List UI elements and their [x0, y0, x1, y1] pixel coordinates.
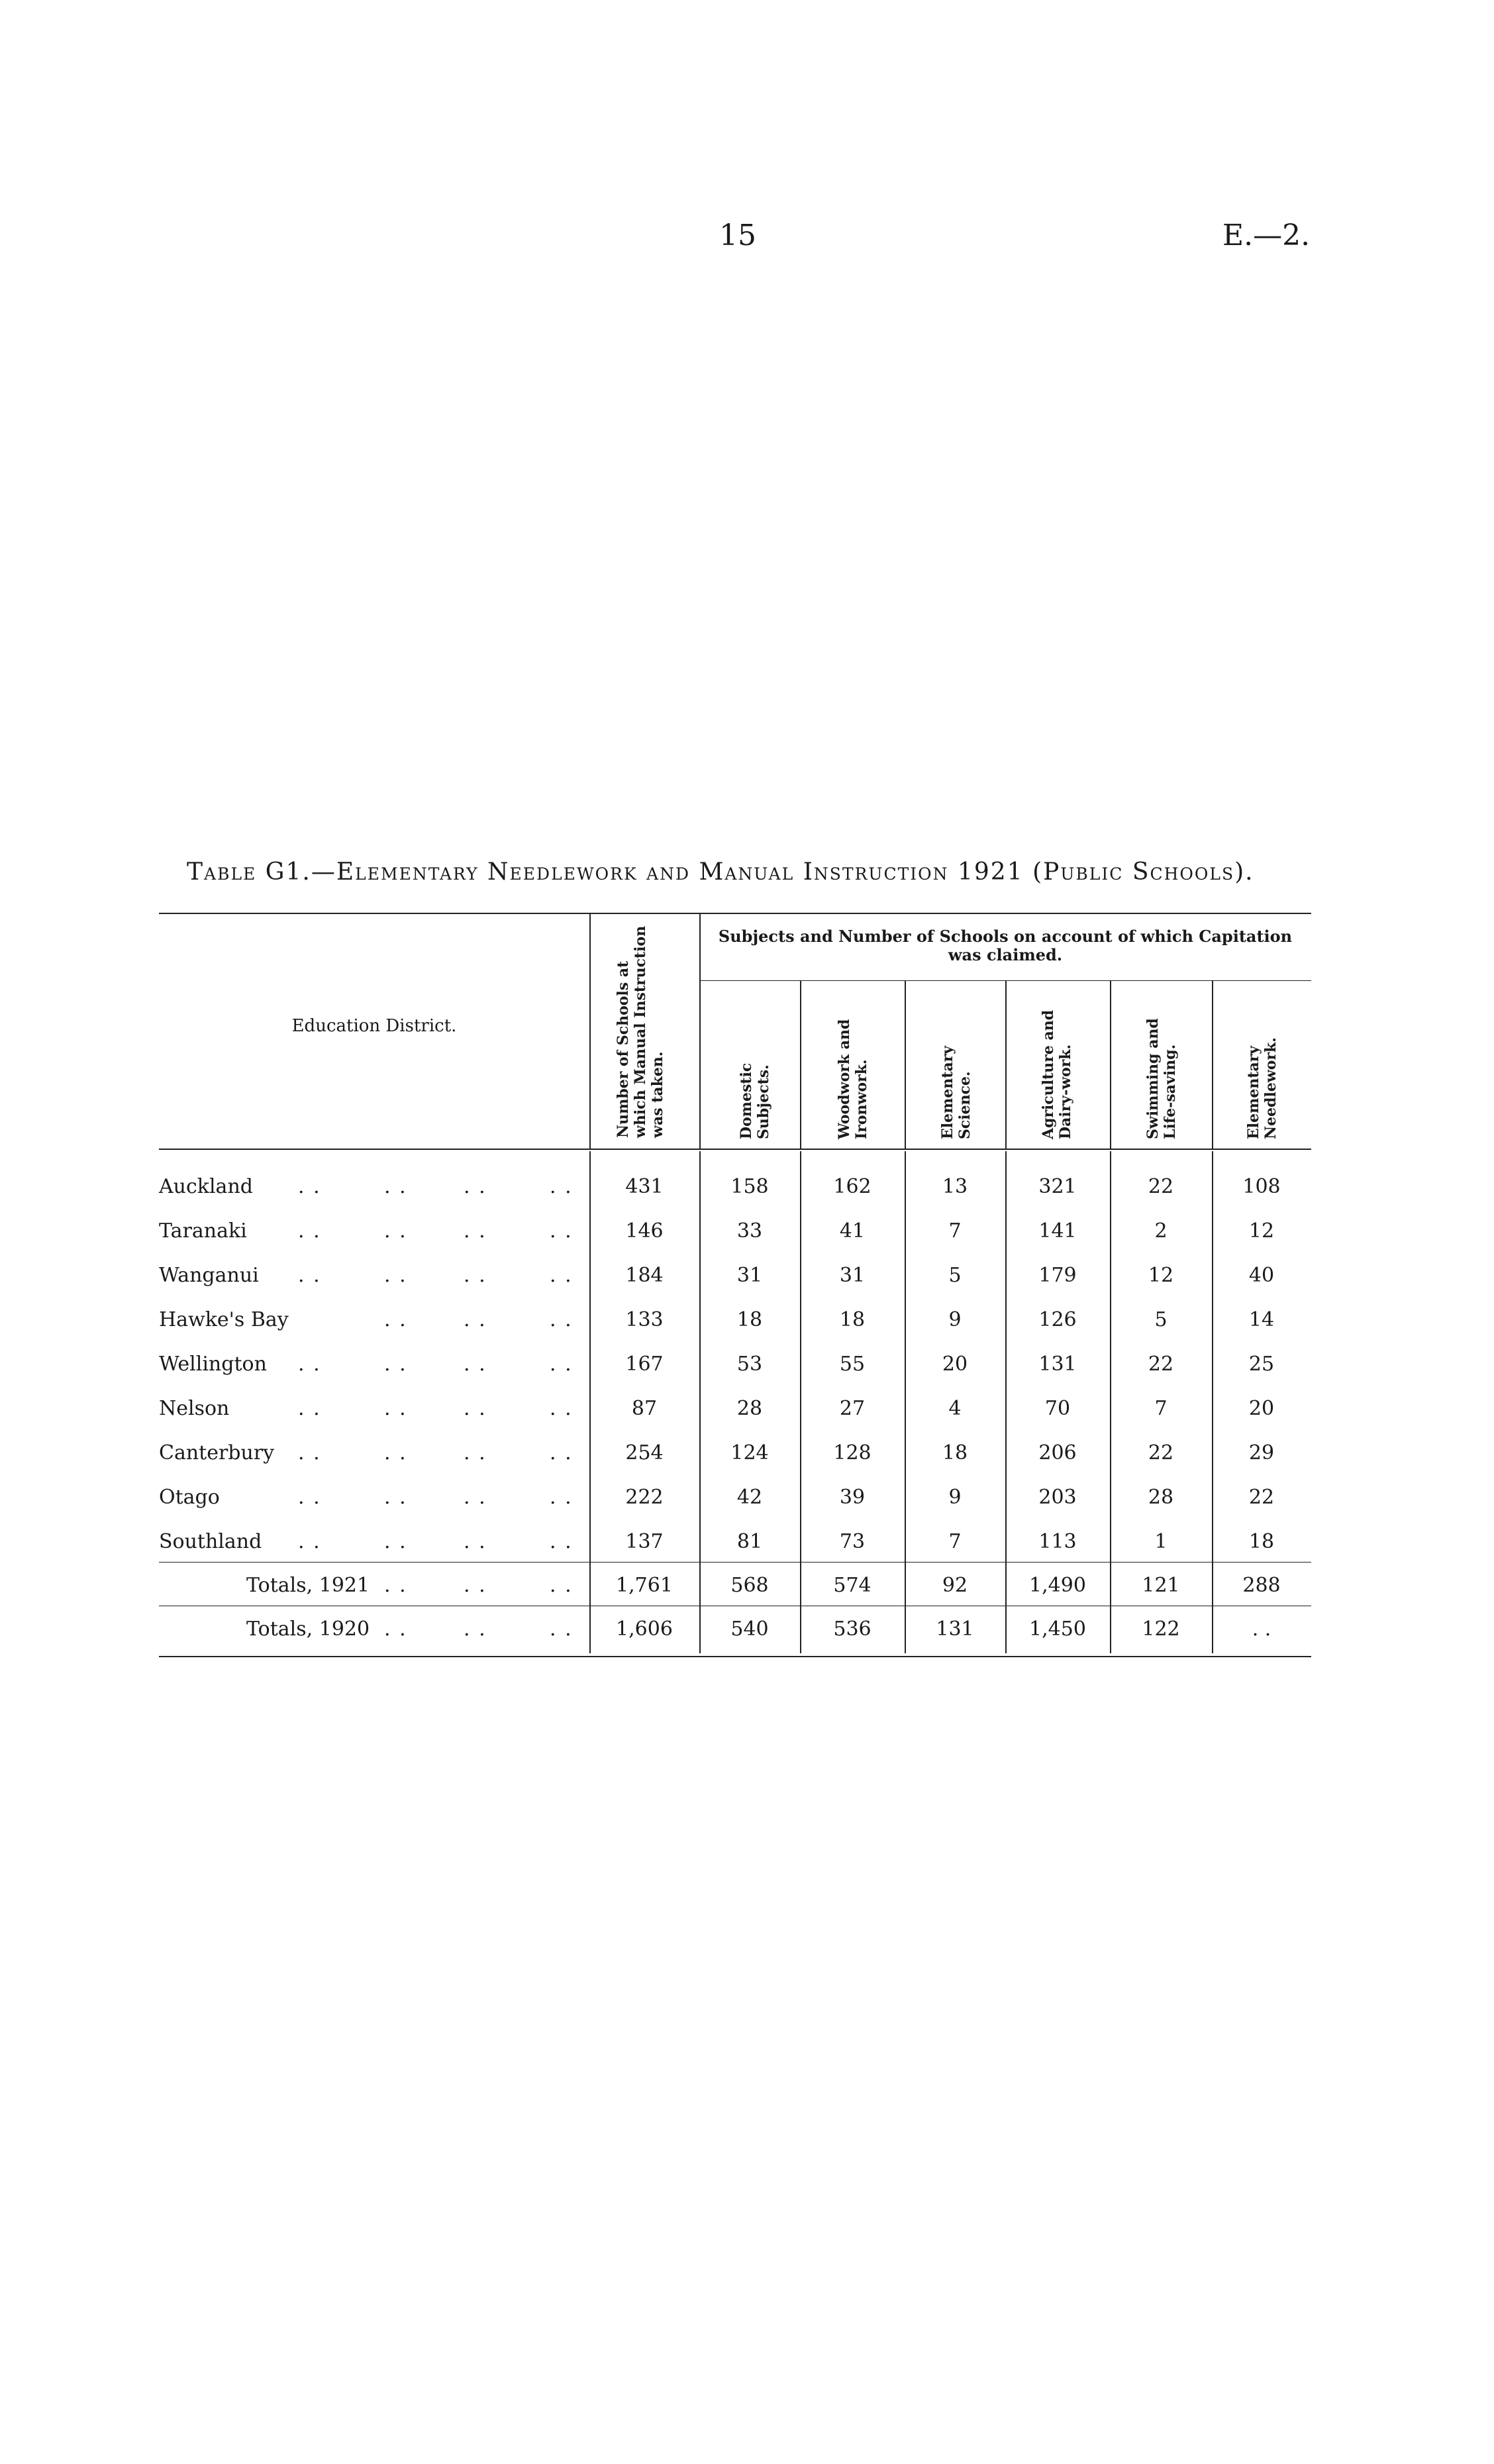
- cell-schools: 87: [631, 1397, 658, 1420]
- leader-dots: . .: [298, 1397, 321, 1420]
- totals-top-rule: [159, 1562, 1311, 1563]
- leader-dots: . .: [464, 1441, 487, 1464]
- cell-science: 9: [948, 1308, 962, 1331]
- column-header-science: Elementary Science.: [939, 1045, 973, 1139]
- cell-schools: 1,606: [616, 1617, 673, 1641]
- district-name: Taranaki: [159, 1219, 247, 1243]
- table-title-prefix: Table G1.—: [187, 858, 336, 886]
- cell-needlework: 29: [1248, 1441, 1275, 1464]
- cell-schools: 133: [625, 1308, 664, 1331]
- leader-dots: . .: [384, 1175, 407, 1198]
- leader-dots: . .: [384, 1486, 407, 1509]
- district-name: Otago: [159, 1486, 220, 1509]
- cell-woodwork: 128: [833, 1441, 872, 1464]
- cell-swimming: 28: [1148, 1486, 1174, 1509]
- leader-dots: . .: [464, 1264, 487, 1287]
- leader-dots: . .: [550, 1175, 573, 1198]
- leader-dots: . .: [384, 1574, 407, 1597]
- cell-swimming: 2: [1154, 1219, 1168, 1243]
- cell-schools: 184: [625, 1264, 664, 1287]
- cell-agriculture: 141: [1038, 1219, 1077, 1243]
- cell-agriculture: 1,450: [1029, 1617, 1086, 1641]
- cell-schools: 167: [625, 1353, 664, 1376]
- table-row: [159, 1521, 1311, 1565]
- cell-domestic: 540: [730, 1617, 769, 1641]
- cell-needlework: . .: [1252, 1617, 1271, 1641]
- cell-agriculture: 203: [1038, 1486, 1077, 1509]
- cell-woodwork: 574: [833, 1574, 872, 1597]
- leader-dots: . .: [384, 1617, 407, 1641]
- cell-schools: 431: [625, 1175, 664, 1198]
- table-row: [159, 1255, 1311, 1298]
- leader-dots: . .: [298, 1353, 321, 1376]
- cell-science: 131: [936, 1617, 974, 1641]
- cell-swimming: 122: [1142, 1617, 1180, 1641]
- district-name: Nelson: [159, 1397, 230, 1420]
- column-header-schools-taken: Number of Schools at which Manual Instruction was taken.: [615, 925, 666, 1138]
- leader-dots: . .: [550, 1219, 573, 1243]
- table-top-rule: [159, 913, 1311, 914]
- cell-schools: 222: [625, 1486, 664, 1509]
- page-reference: E.—2.: [1222, 219, 1311, 252]
- cell-science: 9: [948, 1486, 962, 1509]
- leader-dots: . .: [384, 1219, 407, 1243]
- totals-label: Totals, 1921: [246, 1574, 370, 1597]
- leader-dots: . .: [298, 1530, 321, 1553]
- leader-dots: . .: [384, 1397, 407, 1420]
- table-title: [187, 858, 1313, 886]
- cell-agriculture: 113: [1038, 1530, 1077, 1553]
- column-header-woodwork: Woodwork and Ironwork.: [836, 1019, 870, 1139]
- leader-dots: . .: [550, 1617, 573, 1641]
- cell-agriculture: 206: [1038, 1441, 1077, 1464]
- cell-needlework: 14: [1248, 1308, 1275, 1331]
- column-header-needlework: Elementary Needlework.: [1245, 1037, 1279, 1139]
- cell-woodwork: 41: [839, 1219, 866, 1243]
- cell-needlework: 20: [1248, 1397, 1275, 1420]
- header-divider: [800, 980, 801, 1149]
- header-divider: [1110, 980, 1111, 1149]
- header-divider: [905, 980, 906, 1149]
- cell-agriculture: 321: [1038, 1175, 1077, 1198]
- column-header-district: Education District.: [291, 1016, 457, 1036]
- table-row: [159, 1432, 1311, 1476]
- leader-dots: . .: [464, 1617, 487, 1641]
- leader-dots: . .: [464, 1175, 487, 1198]
- cell-domestic: 568: [730, 1574, 769, 1597]
- district-name: Canterbury: [159, 1441, 275, 1464]
- table-row: [159, 1388, 1311, 1431]
- cell-woodwork: 27: [839, 1397, 866, 1420]
- cell-domestic: 28: [736, 1397, 763, 1420]
- cell-domestic: 158: [730, 1175, 769, 1198]
- cell-schools: 1,761: [616, 1574, 673, 1597]
- cell-swimming: 22: [1148, 1175, 1174, 1198]
- leader-dots: . .: [384, 1264, 407, 1287]
- totals-row: [159, 1565, 1311, 1608]
- leader-dots: . .: [384, 1308, 407, 1331]
- cell-needlework: 18: [1248, 1530, 1275, 1553]
- table-row: [159, 1343, 1311, 1387]
- cell-domestic: 18: [736, 1308, 763, 1331]
- leader-dots: . .: [550, 1441, 573, 1464]
- table-row: [159, 1299, 1311, 1343]
- cell-schools: 137: [625, 1530, 664, 1553]
- cell-woodwork: 73: [839, 1530, 866, 1553]
- cell-needlework: 12: [1248, 1219, 1275, 1243]
- cell-schools: 254: [625, 1441, 664, 1464]
- cell-woodwork: 536: [833, 1617, 872, 1641]
- cell-swimming: 22: [1148, 1441, 1174, 1464]
- cell-woodwork: 55: [839, 1353, 866, 1376]
- leader-dots: . .: [298, 1219, 321, 1243]
- column-header-domestic: Domestic Subjects.: [738, 1062, 772, 1139]
- cell-science: 4: [948, 1397, 962, 1420]
- leader-dots: . .: [384, 1353, 407, 1376]
- district-name: Hawke's Bay: [159, 1308, 289, 1331]
- leader-dots: . .: [550, 1397, 573, 1420]
- totals-row: [159, 1608, 1311, 1652]
- district-name: Wanganui: [159, 1264, 259, 1287]
- leader-dots: . .: [550, 1574, 573, 1597]
- leader-dots: . .: [550, 1264, 573, 1287]
- cell-science: 20: [942, 1353, 968, 1376]
- table-row: [159, 1210, 1311, 1254]
- header-bottom-rule: [159, 1149, 1311, 1150]
- cell-science: 5: [948, 1264, 962, 1287]
- table-title-suffix: (Public Schools).: [1032, 858, 1254, 886]
- cell-woodwork: 39: [839, 1486, 866, 1509]
- cell-agriculture: 70: [1044, 1397, 1071, 1420]
- cell-science: 7: [948, 1219, 962, 1243]
- leader-dots: . .: [298, 1264, 321, 1287]
- leader-dots: . .: [464, 1308, 487, 1331]
- cell-agriculture: 126: [1038, 1308, 1077, 1331]
- header-divider: [1005, 980, 1007, 1149]
- district-name: Southland: [159, 1530, 262, 1553]
- leader-dots: . .: [298, 1486, 321, 1509]
- cell-science: 7: [948, 1530, 962, 1553]
- header-divider: [1212, 980, 1213, 1149]
- cell-needlework: 22: [1248, 1486, 1275, 1509]
- cell-swimming: 1: [1154, 1530, 1168, 1553]
- column-header-group: Subjects and Number of Schools on account of which Capitation was claimed.: [718, 927, 1293, 964]
- leader-dots: . .: [550, 1486, 573, 1509]
- cell-agriculture: 131: [1038, 1353, 1077, 1376]
- cell-woodwork: 18: [839, 1308, 866, 1331]
- cell-swimming: 12: [1148, 1264, 1174, 1287]
- cell-science: 13: [942, 1175, 968, 1198]
- cell-domestic: 124: [730, 1441, 769, 1464]
- table-bottom-rule: [159, 1656, 1311, 1657]
- leader-dots: . .: [550, 1530, 573, 1553]
- cell-agriculture: 1,490: [1029, 1574, 1086, 1597]
- leader-dots: . .: [384, 1530, 407, 1553]
- leader-dots: . .: [298, 1441, 321, 1464]
- leader-dots: . .: [464, 1397, 487, 1420]
- totals-label: Totals, 1920: [246, 1617, 370, 1641]
- cell-domestic: 81: [736, 1530, 763, 1553]
- cell-needlework: 288: [1242, 1574, 1281, 1597]
- table-row: [159, 1166, 1311, 1209]
- cell-agriculture: 179: [1038, 1264, 1077, 1287]
- cell-woodwork: 162: [833, 1175, 872, 1198]
- table-title-main: Elementary Needlework and Manual Instruction 1921: [336, 858, 1024, 886]
- cell-needlework: 108: [1242, 1175, 1281, 1198]
- header-divider: [589, 913, 591, 1149]
- column-header-agriculture: Agriculture and Dairy-work.: [1040, 1009, 1074, 1139]
- district-name: Wellington: [159, 1353, 267, 1376]
- cell-swimming: 121: [1142, 1574, 1180, 1597]
- leader-dots: . .: [384, 1441, 407, 1464]
- cell-woodwork: 31: [839, 1264, 866, 1287]
- leader-dots: . .: [464, 1574, 487, 1597]
- leader-dots: . .: [464, 1353, 487, 1376]
- cell-swimming: 7: [1154, 1397, 1168, 1420]
- cell-science: 92: [942, 1574, 968, 1597]
- page-number: 15: [719, 219, 756, 252]
- cell-needlework: 40: [1248, 1264, 1275, 1287]
- column-header-swimming: Swimming and Life-saving.: [1144, 1018, 1179, 1139]
- cell-domestic: 53: [736, 1353, 763, 1376]
- cell-swimming: 5: [1154, 1308, 1168, 1331]
- cell-domestic: 33: [736, 1219, 763, 1243]
- cell-science: 18: [942, 1441, 968, 1464]
- district-name: Auckland: [159, 1175, 253, 1198]
- cell-swimming: 22: [1148, 1353, 1174, 1376]
- leader-dots: . .: [550, 1353, 573, 1376]
- cell-domestic: 31: [736, 1264, 763, 1287]
- leader-dots: . .: [550, 1308, 573, 1331]
- cell-schools: 146: [625, 1219, 664, 1243]
- leader-dots: . .: [464, 1219, 487, 1243]
- cell-needlework: 25: [1248, 1353, 1275, 1376]
- leader-dots: . .: [464, 1486, 487, 1509]
- leader-dots: . .: [464, 1530, 487, 1553]
- leader-dots: . .: [298, 1175, 321, 1198]
- cell-domestic: 42: [736, 1486, 763, 1509]
- table-row: [159, 1476, 1311, 1520]
